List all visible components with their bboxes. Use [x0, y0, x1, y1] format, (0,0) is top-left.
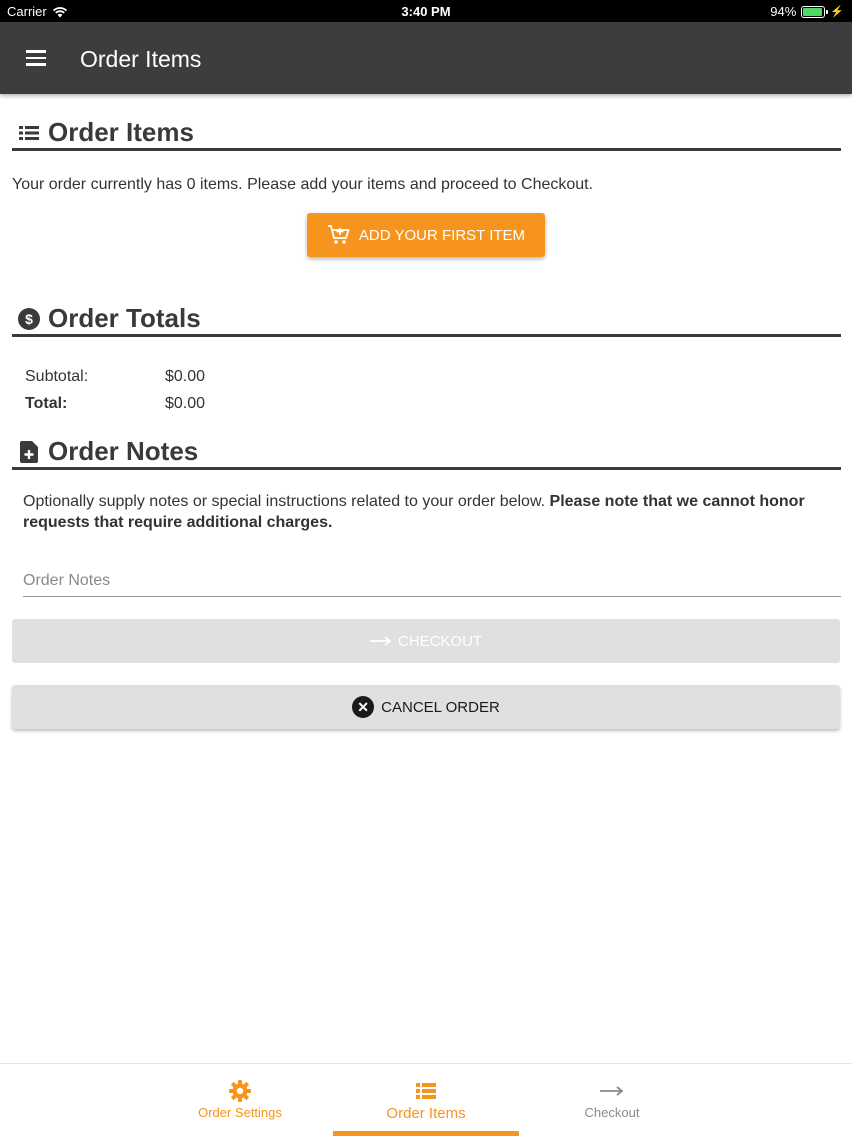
- dollar-circle-icon: [18, 308, 40, 330]
- hamburger-menu-button[interactable]: [16, 38, 56, 78]
- order-notes-input[interactable]: [23, 565, 841, 597]
- order-items-heading: [12, 117, 841, 151]
- order-totals-title: Order Totals: [48, 303, 201, 333]
- order-totals-heading: [12, 303, 841, 337]
- checkout-button[interactable]: [12, 619, 840, 663]
- order-notes-title: Order Notes: [48, 436, 199, 466]
- subtotal-label: Subtotal:: [25, 367, 89, 385]
- order-notes-heading: [12, 436, 841, 470]
- cancel-order-button[interactable]: [12, 685, 840, 729]
- order-items-intro: Your order currently has 0 items. Please add your items and proceed to Checkout.: [12, 176, 594, 193]
- status-time: 3:40 PM: [401, 4, 451, 19]
- close-circle-icon: ✕: [352, 696, 374, 718]
- subtotal-value: $0.00: [165, 367, 206, 385]
- total-label: Total:: [25, 394, 68, 412]
- gear-icon: [229, 1080, 251, 1102]
- svg-text:$: $: [25, 310, 33, 327]
- battery-icon: [801, 6, 825, 18]
- status-bar: [0, 0, 852, 22]
- cancel-order-label: CANCEL ORDER: [381, 698, 500, 716]
- add-first-item-label: ADD YOUR FIRST ITEM: [358, 226, 526, 244]
- tab-order-items-label: Order Items: [386, 1105, 466, 1122]
- order-items-title: Order Items: [48, 117, 194, 147]
- battery-percent: 94%: [770, 4, 797, 19]
- notes-instructions-text: Optionally supply notes or special instructions related to your order below.: [23, 493, 546, 510]
- arrow-right-icon: [600, 1080, 624, 1102]
- total-row: [25, 390, 205, 417]
- charging-icon: ⚡: [830, 6, 844, 18]
- tab-order-settings[interactable]: [147, 1064, 333, 1136]
- subtotal-row: [25, 363, 205, 390]
- totals-table: [25, 363, 205, 417]
- list-icon: [416, 1080, 436, 1102]
- add-first-item-button[interactable]: [307, 213, 545, 257]
- tab-order-settings-label: Order Settings: [198, 1105, 282, 1120]
- app-bar: [0, 22, 852, 94]
- notes-instructions-bold: Please note that we cannot honor requests that require additional charges.: [23, 493, 805, 531]
- note-add-icon: [18, 441, 40, 463]
- tab-order-items[interactable]: [333, 1064, 519, 1136]
- order-notes-instructions: [23, 491, 841, 533]
- arrow-right-icon: [370, 636, 392, 646]
- status-right: [770, 4, 844, 19]
- checkout-label: CHECKOUT: [397, 632, 483, 650]
- tab-checkout-label: Checkout: [584, 1105, 640, 1120]
- carrier-label: Carrier: [7, 4, 47, 19]
- cart-add-icon: [327, 224, 351, 246]
- active-tab-indicator: [333, 1131, 519, 1136]
- bottom-tab-bar: [0, 1063, 852, 1136]
- app-bar-title: Order Items: [80, 46, 202, 72]
- list-icon: [18, 122, 40, 144]
- tab-checkout[interactable]: [519, 1064, 705, 1136]
- total-value: $0.00: [165, 394, 206, 412]
